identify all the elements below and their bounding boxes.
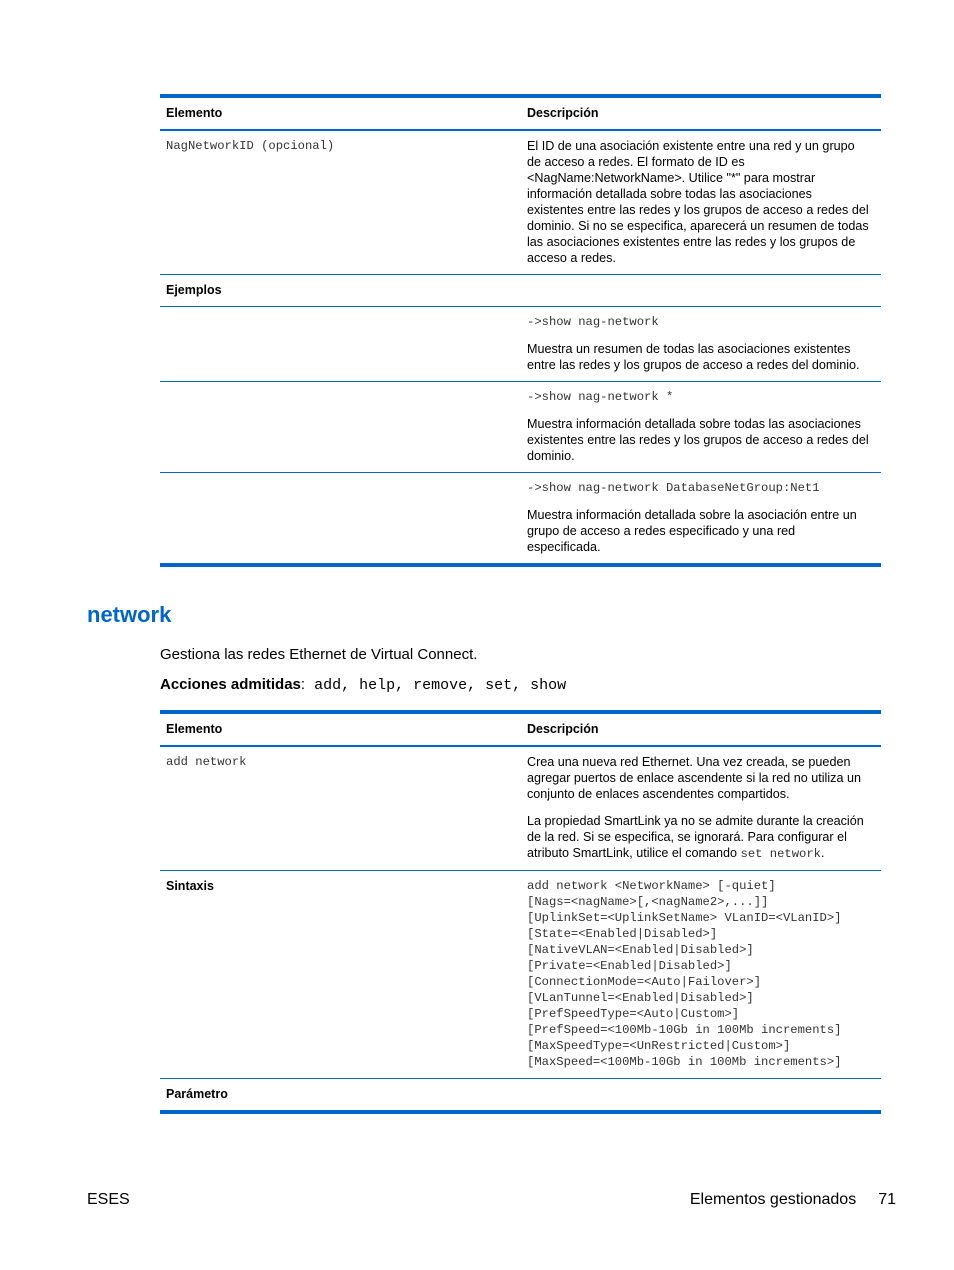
syntax-line: [MaxSpeedType=<UnRestricted|Custom>] [527,1039,791,1053]
column-header-element: Elemento [166,722,223,736]
syntax-block [521,871,881,1078]
example-command: ->show nag-network * [527,390,674,404]
syntax-line: [State=<Enabled|Disabled>] [527,927,718,941]
syntax-line: [Private=<Enabled|Disabled>] [527,959,732,973]
table-row [160,131,881,275]
nag-network-table [160,94,881,567]
syntax-line: [MaxSpeed=<100Mb-10Gb in 100Mb increments>] [527,1055,842,1069]
parameter-label: Parámetro [166,1087,228,1101]
param-name: NagNetworkID (opcional) [166,139,335,153]
table-header-row [160,98,881,131]
column-header-description: Descripción [527,722,599,736]
example-command: ->show nag-network [527,315,659,329]
example-row [160,307,881,382]
item-description: Crea una nueva red Ethernet. Una vez creada, se pueden agregar puertos de enlace ascendente si la red no utiliza un conjunto de enlaces ascendentes compartidos. [527,755,861,801]
syntax-label: Sintaxis [166,879,214,893]
actions-value: add, help, remove, set, show [305,677,567,694]
param-description: El ID de una asociación existente entre una red y un grupo de acceso a redes. El formato de ID es <NagName:NetworkName>. Utilice "*" para mostrar información detallada sobre todas las asociaciones existentes entre las redes y los grupos de acceso a redes del dominio. Si no se especifica, aparecerá un resumen de todas las asociaciones existentes entre las redes y los grupos de acceso a redes. [527,139,869,265]
page-number: 71 [878,1191,896,1208]
syntax-line: [ConnectionMode=<Auto|Failover>] [527,975,762,989]
syntax-line: [PrefSpeed=<100Mb-10Gb in 100Mb increments] [527,1023,842,1037]
example-row [160,473,881,563]
item-name: add network [166,755,247,769]
example-description: Muestra información detallada sobre la asociación entre un grupo de acceso a redes especificado y una red especificada. [527,508,857,554]
example-description: Muestra un resumen de todas las asociaciones existentes entre las redes y los grupos de acceso a redes del dominio. [527,342,860,372]
supported-actions [160,676,566,694]
example-row [160,382,881,473]
syntax-line: [PrefSpeedType=<Auto|Custom>] [527,1007,740,1021]
footer-chapter-title: Elementos gestionados [689,1191,857,1208]
examples-label: Ejemplos [166,283,222,297]
syntax-line: [Nags=<nagName>[,<nagName2>,...]] [527,895,769,909]
column-header-description: Descripción [527,106,599,120]
actions-label: Acciones admitidas [160,676,301,693]
table-row [160,747,881,871]
syntax-line: add network <NetworkName> [-quiet] [527,879,776,893]
table-header-row [160,714,881,747]
syntax-line: [VLanTunnel=<Enabled|Disabled>] [527,991,754,1005]
syntax-line: [UplinkSet=<UplinkSetName> VLanID=<VLanID>] [527,911,842,925]
example-description: Muestra información detallada sobre todas las asociaciones existentes entre las redes y los grupos de acceso a redes del dominio. [527,417,869,463]
section-intro: Gestiona las redes Ethernet de Virtual Connect. [160,646,478,663]
footer-chapter [690,1191,896,1209]
column-header-element: Elemento [166,106,223,120]
syntax-row [160,871,881,1079]
actions-colon: : [300,676,306,693]
section-title: network [87,602,172,627]
parameter-row [160,1079,881,1110]
examples-row [160,275,881,307]
inline-code: set network [740,847,821,861]
syntax-line: [NativeVLAN=<Enabled|Disabled>] [527,943,754,957]
footer-locale: ESES [87,1191,130,1208]
item-description-note: La propiedad SmartLink ya no se admite durante la creación de la red. Si se especifica, se ignorará. Para configurar el atributo SmartLink, utilice el comando set network. [527,814,864,861]
network-table [160,710,881,1114]
example-command: ->show nag-network DatabaseNetGroup:Net1 [527,481,820,495]
